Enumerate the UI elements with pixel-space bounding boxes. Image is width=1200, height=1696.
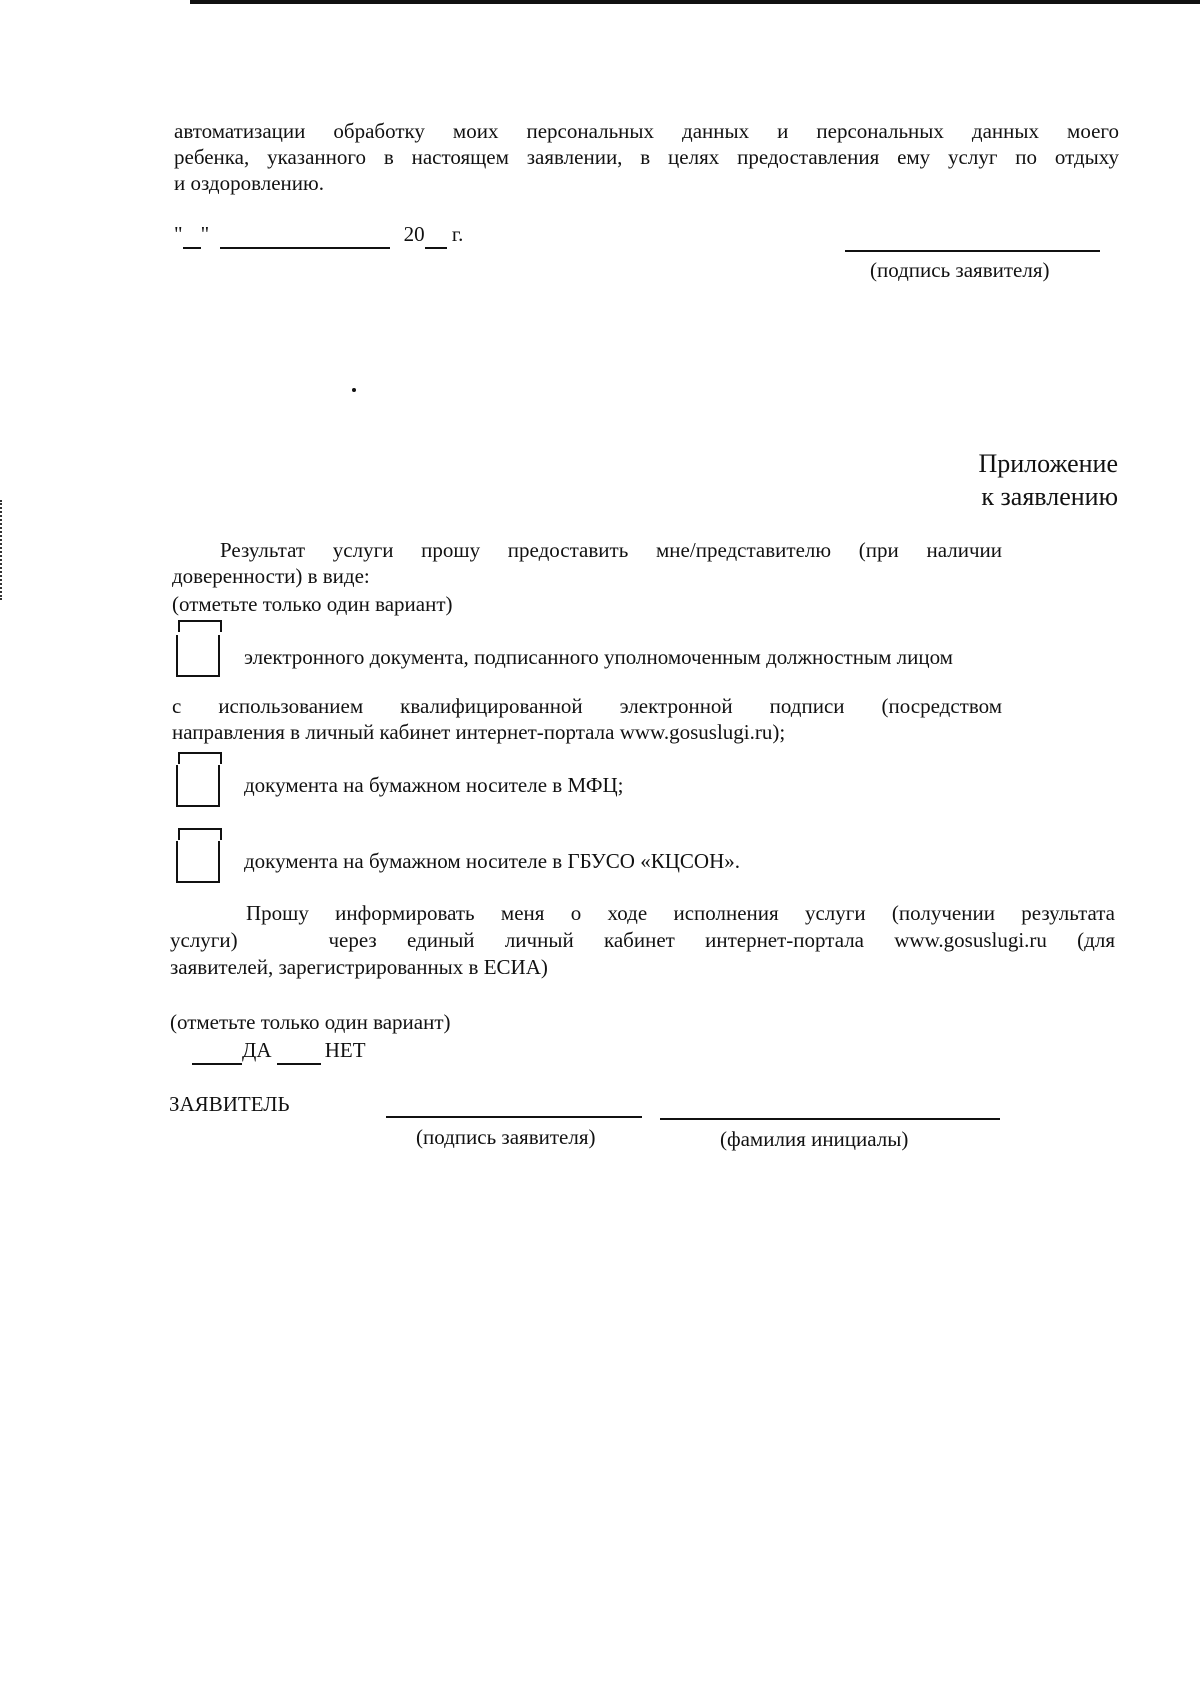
inform-line-3: заявителей, зарегистрированных в ЕСИА) [170,955,548,979]
yes-no-choice [192,1038,366,1065]
signature-top-caption: (подпись заявителя) [870,258,1050,282]
no-field[interactable] [277,1038,321,1065]
date-quote-close: " [200,222,210,246]
year-prefix: 20 [403,222,425,246]
inform-note: (отметьте только один вариант) [170,1010,451,1034]
applicant-label: ЗАЯВИТЕЛЬ [169,1092,290,1116]
option-2-checkbox-top [178,752,222,764]
stray-dot [352,388,356,392]
consent-line-2: ребенка, указанного в настоящем заявлении, в целях предоставления ему услуг по отдыху [174,145,1119,169]
applicant-name-line[interactable] [660,1118,1000,1120]
inform-line-1: Прошу информировать меня о ходе исполнения услуги (получении результата [246,901,1115,925]
applicant-signature-line[interactable] [386,1116,642,1118]
option-1-continuation [172,693,1002,745]
day-field[interactable] [183,222,201,249]
consent-line-3: и оздоровлению. [174,171,324,195]
month-field[interactable] [220,222,390,249]
result-intro-line-1: Результат услуги прошу предоставить мне/представителю (при наличии [220,538,1002,562]
date-line [174,222,463,249]
option-1-cont-line-1: с использованием квалифицированной электронной подписи (посредством [172,694,1002,718]
option-1-cont-line-2: направления в личный кабинет интернет-портала www.gosuslugi.ru); [172,720,786,744]
result-intro-line-2: доверенности) в виде: [172,564,370,588]
option-3-checkbox[interactable] [176,841,220,883]
result-intro [172,537,1002,617]
applicant-name-caption: (фамилия инициалы) [720,1127,909,1151]
no-label: НЕТ [324,1038,366,1062]
page-top-border [190,0,1200,4]
result-note: (отметьте только один вариант) [172,592,453,616]
option-3-checkbox-top [178,828,222,840]
appendix-line-2: к заявлению [981,482,1118,511]
signature-top-line[interactable] [845,250,1100,252]
applicant-signature-caption: (подпись заявителя) [416,1125,596,1149]
option-3-label: документа на бумажном носителе в ГБУСО «КЦСОН». [244,849,740,873]
consent-line-1: автоматизации обработку моих персональных данных и персональных данных моего [174,119,1119,143]
option-1-checkbox-top [178,620,222,632]
scan-edge-marks [0,500,5,600]
option-1-checkbox[interactable] [176,635,220,677]
appendix-line-1: Приложение [978,449,1118,478]
option-1-label: электронного документа, подписанного уполномоченным должностным лицом [244,645,953,669]
option-2-checkbox[interactable] [176,765,220,807]
consent-paragraph [174,118,1119,196]
yes-label: ДА [242,1038,272,1062]
inform-paragraph [170,900,1115,981]
yes-field[interactable] [192,1038,242,1065]
inform-line-2: услуги) через единый личный кабинет интернет-портала www.gosuslugi.ru (для [170,928,1115,952]
year-field[interactable] [425,222,447,249]
year-suffix: г. [451,222,464,246]
date-quote-open: " [174,222,183,246]
appendix-header [978,447,1118,513]
option-2-label: документа на бумажном носителе в МФЦ; [244,773,624,797]
